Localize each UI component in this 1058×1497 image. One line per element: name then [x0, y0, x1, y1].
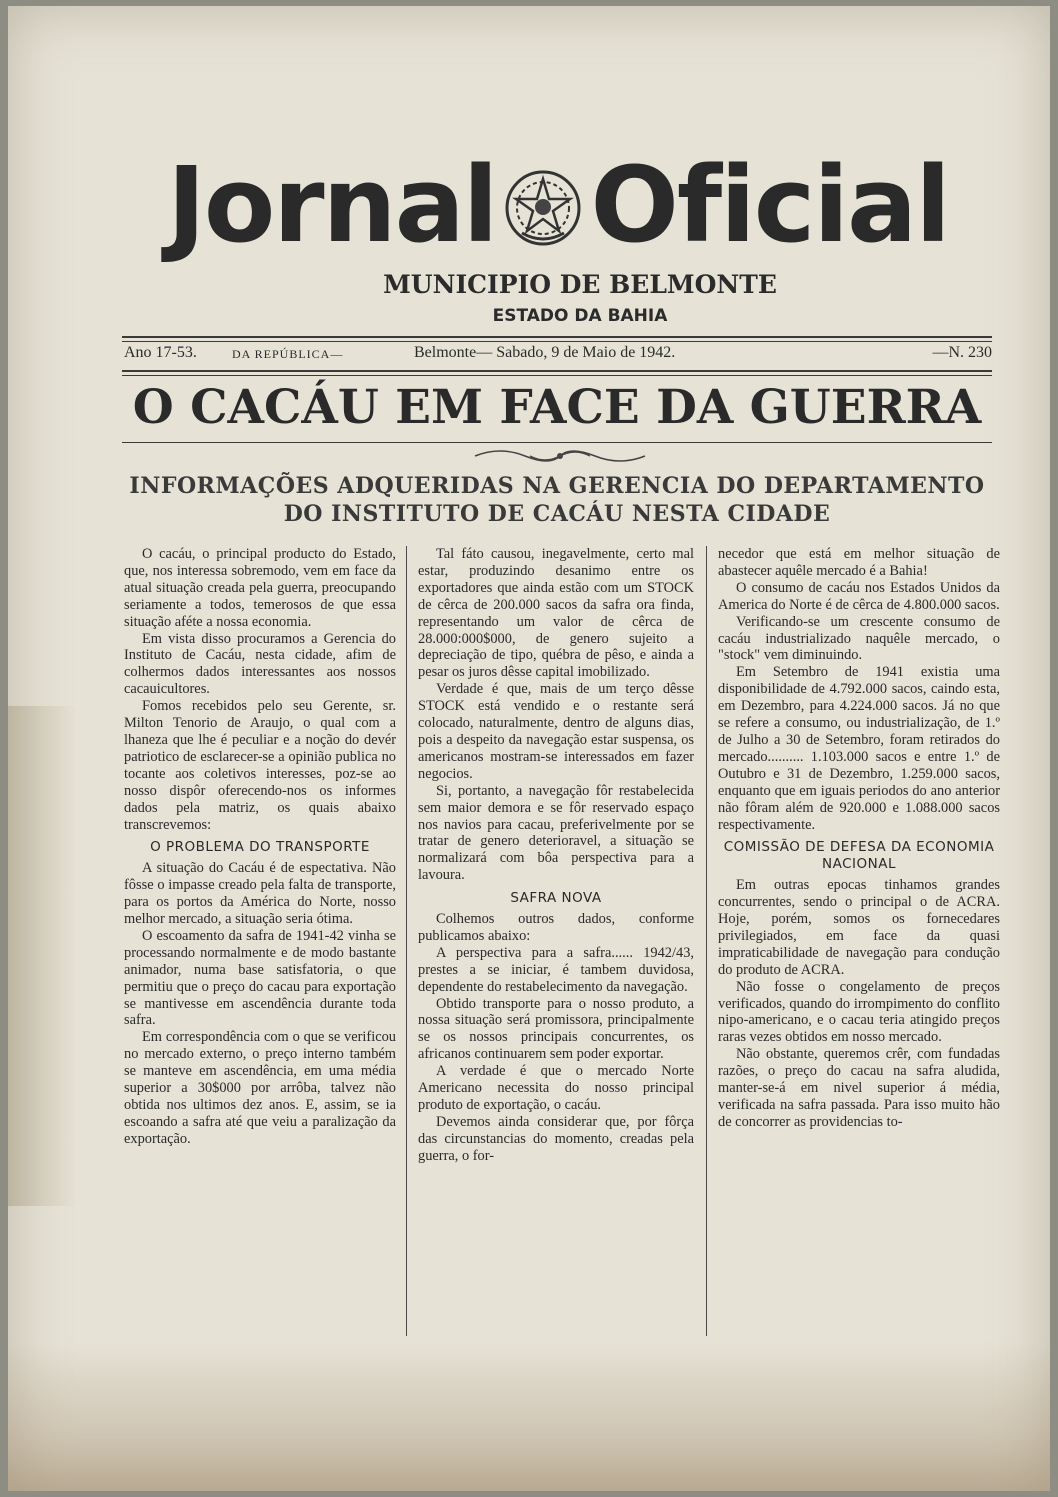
divider — [122, 375, 992, 376]
paragraph: Tal fáto causou, inegavelmente, certo mal estar, produzindo desanimo entre os exportadores que ainda estão com um STOCK de cêrca de 200.000 sacos da safra ora finda, representando um valor de cêrca de 28.000:000$000, de genero sujeito a depreciação de tipo, québra de pêso, e ainda a pesar os juros dêsse capital imobilizado. — [418, 546, 694, 681]
paragraph: Fomos recebidos pelo seu Gerente, sr. Milton Tenorio de Araujo, o qual com a lhaneza que lhe é peculiar e a noção do devér patriotico de esclarecer-se a opinião publica no tocante aos coletivos interesses, poz-se ao nosso dispôr oferecendo-nos os informes dados pela matriz, os quais abaixo transcrevemos: — [124, 698, 396, 833]
article-subhead: INFORMAÇÕES ADQUERIDAS NA GERENCIA DO DEPARTAMENTO DO INSTITUTO DE CACÁU NESTA CIDADE — [129, 473, 985, 527]
coat-of-arms-icon — [502, 158, 584, 268]
paragraph: A situação do Cacáu é de espectativa. Não fôsse o impasse creado pela falta de transporte, para os portos da América do Norte, nosso melhor mercado, a situação seria ótima. — [124, 860, 396, 928]
issue-number: —N. 230 — [932, 344, 992, 361]
paragraph: O cacáu, o principal producto do Estado, que, nos interessa sobremodo, vem em face da atual situação creada pela guerra, preocupando seriamente a todos, temerosos de que essa situação aféte a nossa economia. — [124, 546, 396, 630]
paper-stain — [8, 1341, 1050, 1491]
article-column-3 — [718, 546, 1000, 1131]
section-heading: SAFRA NOVA — [510, 890, 602, 907]
paragraph: Em vista disso procuramos a Gerencia do Instituto de Cacáu, nesta cidade, afim de colhermos dados interessantes aos nossos cacauicultores. — [124, 630, 396, 698]
place-date: Belmonte— Sabado, 9 de Maio de 1942. — [414, 344, 676, 361]
paragraph: Devemos ainda considerar que, por fôrça das circunstancias do momento, creadas pela guerra, o for- — [418, 1113, 694, 1164]
year-label: Ano 17-53. — [124, 344, 197, 361]
masthead-title-right: Oficial — [590, 144, 949, 266]
paragraph: Si, portanto, a navegação fôr restabelecida sem maior demora e se fôr reservado espaço nos navios para cacau, preferivelmente por se tratar de genero deterioravel, a situação se normalizará com bôa perspectiva para a lavoura. — [418, 782, 694, 884]
newspaper-page — [8, 6, 1050, 1491]
divider — [122, 442, 992, 443]
divider — [122, 336, 992, 338]
paragraph: A perspectiva para a safra...... 1942/43, prestes a se iniciar, é tambem duvidosa, dependente do restabelecimento da navegação. — [418, 944, 694, 995]
divider — [122, 370, 992, 372]
paragraph: Obtido transporte para o nosso produto, a nossa situação será promissora, principalmente se os nossos principais concurrentes, os africanos continuarem sem poder exportar. — [418, 995, 694, 1063]
masthead-title — [118, 144, 998, 266]
article-column-1 — [124, 546, 396, 1148]
paragraph: Em Setembro de 1941 existia uma disponibilidade de 4.792.000 sacos, caindo esta, em Dezembro, para 4.224.000 sacos. Já no que se refere a consumo, ou industrialização, de 1.º de Julho a 30 de Setembro, foram retirados do mercado.......... 1.103.000 sacos e entre 1.º de Outubro e 31 de Dezembro, 1.259.000 sacos, enquanto que em iguais periodos do ano anterior não fôram além de 920.000 e 1.088.000 sacos respectivamente. — [718, 664, 1000, 833]
masthead-title-left: Jornal — [167, 144, 497, 266]
divider — [122, 341, 992, 342]
paragraph: O escoamento da safra de 1941-42 vinha se processando normalmente e de modo bastante animador, numa base satisfatoria, o que permitiu que o preço do cacau para exportação se mantivesse em ascendência durante toda safra. — [124, 927, 396, 1029]
column-divider — [706, 546, 707, 1336]
ornament-icon — [470, 446, 650, 471]
article-column-2 — [418, 546, 694, 1165]
section-heading: O PROBLEMA DO TRANSPORTE — [150, 839, 370, 856]
paragraph: Verdade é que, mais de um terço dêsse STOCK está vendido e o restante será colocado, naturalmente, dentro de alguns dias, pois a despeito da navegação estar suspensa, os americanos mostram-se interessados em fazer negocios. — [418, 681, 694, 782]
paragraph: Não obstante, queremos crêr, com fundadas razões, o preço do cacau na safra aludida, manter-se-á em nivel superior á média, verificada na safra passada. Para isso muito hão de concorrer as providencias to- — [718, 1046, 1000, 1130]
section-heading: COMISSÃO DE DEFESA DA ECONOMIA NACIONAL — [723, 839, 995, 873]
state-name: ESTADO DA BAHIA — [492, 306, 668, 326]
paragraph: O consumo de cacáu nos Estados Unidos da America do Norte é de cêrca de 4.800.000 sacos. — [718, 579, 1000, 613]
column-divider — [406, 546, 407, 1336]
paragraph: Em correspondência com o que se verificou no mercado externo, o preço interno também se manteve em ascendência, em uma média superior a 30$000 por arrôba, talvez não obtida nos ultimos dez anos. E, assim, se ia escoando a safra até que veiu a paralização da exportação. — [124, 1029, 396, 1147]
paragraph: necedor que está em melhor situação de abastecer aquêle mercado é a Bahia! — [718, 546, 1000, 579]
municipality-name: MUNICIPIO DE BELMONTE — [383, 270, 777, 299]
paper-stain — [8, 706, 78, 1206]
article-headline: O CACÁU EM FACE DA GUERRA — [132, 380, 982, 435]
paragraph: Em outras epocas tinhamos grandes concurrentes, sendo o principal o de ACRA. Hoje, porém, somos os fornecedares privilegiados, em face da quasi impraticabilidade de navegação para condução do produto de ACRA. — [718, 877, 1000, 978]
paragraph: A verdade é que o mercado Norte Americano necessita do nosso principal produto de exportação, o cacáu. — [418, 1063, 694, 1113]
paragraph: Verificando-se um crescente consumo de cacáu industrializado naquêle mercado, o "stock" vem diminuindo. — [718, 613, 1000, 664]
republic-label: DA REPÚBLICA— — [232, 347, 344, 361]
paragraph: Colhemos outros dados, conforme publicamos abaixo: — [418, 911, 694, 944]
paragraph: Não fosse o congelamento de preços verificados, quando do irrompimento do conflito nipo-americano, e o cacau teria atingido preços raras vezes obtidos em nosso mercado. — [718, 978, 1000, 1046]
dateline — [124, 344, 992, 368]
